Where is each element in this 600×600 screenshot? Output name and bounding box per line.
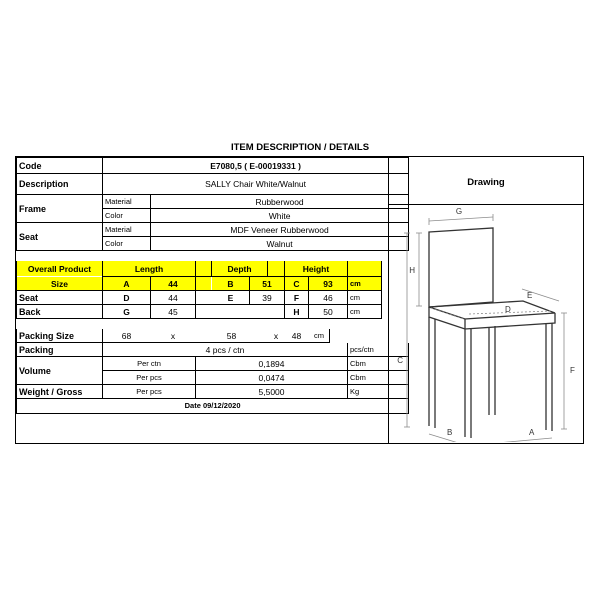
label-a: A — [529, 428, 535, 437]
drawing-title: Drawing — [467, 177, 505, 188]
packing-unit: pcs/ctn — [348, 343, 409, 357]
packing-size-label: Packing Size — [17, 329, 103, 343]
height-header: Height — [285, 261, 348, 277]
drawing-panel — [388, 157, 583, 443]
packing-x-1: x — [151, 329, 196, 343]
frame-material-value: Rubberwood — [151, 195, 409, 209]
frame-material-label: Material — [103, 195, 151, 209]
packing-length: 68 — [103, 329, 151, 343]
code-label: Code — [17, 158, 103, 174]
label-h: H — [409, 266, 415, 275]
description-value: SALLY Chair White/Walnut — [103, 174, 409, 195]
length-value-a: 44 — [151, 277, 196, 291]
seat-label: Seat — [17, 223, 103, 251]
label-d: D — [505, 305, 511, 314]
seat-material-value: MDF Veneer Rubberwood — [151, 223, 409, 237]
spacer-row — [17, 251, 409, 261]
height-key-f: F — [285, 291, 309, 305]
length-key-a: A — [103, 277, 151, 291]
height-value-c: 93 — [309, 277, 348, 291]
volume-label: Volume — [17, 357, 103, 385]
seat-dim-unit: cm — [348, 291, 382, 305]
height-key-h: H — [285, 305, 309, 319]
label-f: F — [570, 366, 575, 375]
weight-label: Weight / Gross — [17, 385, 103, 399]
volume-per-ctn-unit: Cbm — [348, 357, 409, 371]
frame-material-row — [17, 195, 409, 209]
date-text: Date 09/12/2020 — [17, 399, 409, 414]
volume-per-pcs-value: 0,0474 — [196, 371, 348, 385]
seat-color-label: Color — [103, 237, 151, 251]
chair-diagram — [389, 205, 583, 442]
chair-seat-apron — [429, 307, 555, 329]
weight-value: 5,5000 — [196, 385, 348, 399]
depth-header: Depth — [212, 261, 268, 277]
height-value-h: 50 — [309, 305, 348, 319]
length-key-d: D — [103, 291, 151, 305]
volume-per-ctn-value: 0,1894 — [196, 357, 348, 371]
weight-unit: Kg — [348, 385, 409, 399]
description-label: Description — [17, 174, 103, 195]
frame-label: Frame — [17, 195, 103, 223]
packing-height: 48 — [285, 329, 309, 343]
description-row — [17, 174, 409, 195]
spec-table — [16, 157, 409, 414]
chair-back — [429, 228, 493, 307]
weight-per-label: Per pcs — [103, 385, 196, 399]
date-row — [17, 399, 409, 414]
label-b: B — [447, 428, 453, 437]
page-title: ITEM DESCRIPTION / DETAILS — [230, 142, 370, 153]
back-dimension-row — [17, 305, 409, 319]
frame-color-label: Color — [103, 209, 151, 223]
depth-value-e: 39 — [250, 291, 285, 305]
packing-width: 58 — [196, 329, 268, 343]
weight-row — [17, 385, 409, 399]
length-header: Length — [103, 261, 196, 277]
back-dim-label: Back — [17, 305, 103, 319]
packing-x-2: x — [268, 329, 285, 343]
height-key-c: C — [285, 277, 309, 291]
chair-seat-top — [429, 301, 555, 319]
packing-size-unit: cm — [309, 329, 330, 343]
back-dim-unit: cm — [348, 305, 382, 319]
packing-label: Packing — [17, 343, 103, 357]
length-key-g: G — [103, 305, 151, 319]
seat-material-row — [17, 223, 409, 237]
volume-per-pcs-label: Per pcs — [103, 371, 196, 385]
packing-size-row — [17, 329, 409, 343]
overall-size-label-1: Overall Product — [17, 261, 103, 277]
seat-dim-label: Seat — [17, 291, 103, 305]
spacer-row — [17, 319, 409, 329]
label-e: E — [527, 291, 533, 300]
overall-unit: cm — [348, 277, 382, 291]
seat-material-label: Material — [103, 223, 151, 237]
packing-row — [17, 343, 409, 357]
height-value-f: 46 — [309, 291, 348, 305]
depth-key-e: E — [212, 291, 250, 305]
seat-color-value: Walnut — [151, 237, 409, 251]
length-value-g: 45 — [151, 305, 196, 319]
label-g: G — [455, 207, 463, 216]
code-value: E7080,5 ( E-00019331 ) — [103, 158, 409, 174]
length-value-d: 44 — [151, 291, 196, 305]
chair-outline — [429, 228, 555, 438]
code-row — [17, 158, 409, 174]
volume-ctn-row — [17, 357, 409, 371]
label-c: C — [397, 356, 403, 365]
volume-per-ctn-label: Per ctn — [103, 357, 196, 371]
frame-color-value: White — [151, 209, 409, 223]
dimension-header-row — [17, 261, 409, 277]
seat-dimension-row — [17, 291, 409, 305]
overall-size-row — [17, 277, 409, 291]
depth-key-b: B — [212, 277, 250, 291]
dimension-labels — [397, 207, 575, 437]
overall-size-label-2: Size — [17, 277, 103, 291]
volume-per-pcs-unit: Cbm — [348, 371, 409, 385]
packing-value: 4 pcs / ctn — [103, 343, 348, 357]
depth-value-b: 51 — [250, 277, 285, 291]
